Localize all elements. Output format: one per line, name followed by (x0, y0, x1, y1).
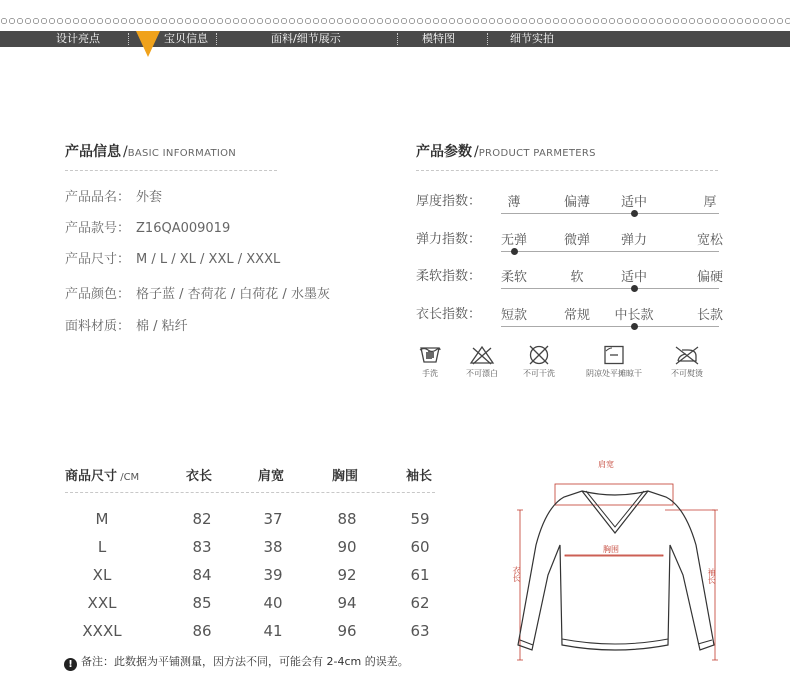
measurement-cell: 83 (192, 538, 212, 556)
nav-separator (128, 33, 129, 45)
col-header-sleeve: 袖长 (406, 469, 433, 484)
param-option: 中长款 (614, 308, 654, 323)
measurement-cell: 63 (410, 622, 430, 640)
param-selected-dot (511, 248, 518, 255)
info-value: M / L / XL / XXL / XXXL (136, 252, 281, 267)
measurement-cell: 94 (337, 594, 357, 612)
divider (65, 492, 435, 493)
nav-item-product-info[interactable]: 宝贝信息 (164, 32, 208, 45)
no-bleach-icon (469, 344, 495, 366)
measurement-cell: 61 (410, 566, 430, 584)
param-option: 薄 (507, 195, 521, 210)
measurement-cell: 88 (337, 510, 357, 528)
measurement-cell: 39 (263, 566, 283, 584)
product-params-title: 产品参数 /PRODUCT PARMETERS (416, 144, 596, 160)
no-iron-icon (673, 344, 701, 366)
nav-item-detail-photos[interactable]: 细节实拍 (510, 32, 554, 45)
product-info-title: 产品信息 /BASIC INFORMATION (65, 144, 237, 160)
info-label: 面料材质： (65, 319, 131, 334)
col-header-chest: 胸围 (332, 469, 359, 484)
measurement-cell: 41 (263, 622, 283, 640)
measurement-cell: 85 (192, 594, 212, 612)
info-label: 产品尺寸： (65, 252, 131, 267)
info-label: 产品颜色： (65, 287, 131, 302)
measurement-cell: 59 (410, 510, 430, 528)
unit-text: CM (123, 472, 140, 483)
size-table-title-text: 商品尺寸 (65, 469, 118, 484)
param-option: 常规 (563, 308, 591, 323)
care-label: 不可熨烫 (671, 369, 703, 378)
sleeve-label: 袖长 (707, 568, 716, 584)
care-item (657, 344, 717, 379)
no-dry-clean-icon (527, 344, 551, 366)
param-selected-dot (631, 210, 638, 217)
nav-separator (487, 33, 488, 45)
param-track (501, 251, 719, 252)
param-option: 宽松 (696, 233, 724, 248)
param-option: 偏硬 (696, 270, 724, 285)
chest-label: 胸围 (603, 545, 619, 554)
note-text: 备注：此数据为平铺测量，因方法不同，可能会有 2-4cm 的误差。 (81, 655, 409, 668)
size-cell: XXL (87, 594, 117, 612)
measurement-cell: 38 (263, 538, 283, 556)
active-nav-arrow-icon (136, 31, 160, 57)
hand-wash-icon (418, 344, 442, 366)
care-item (400, 344, 460, 379)
nav-item-model[interactable]: 模特图 (422, 32, 455, 45)
param-label: 弹力指数： (416, 232, 482, 247)
size-table-title (65, 465, 139, 484)
measurement-cell: 92 (337, 566, 357, 584)
info-label: 产品品名： (65, 190, 131, 205)
param-option: 软 (570, 270, 584, 285)
shoulder-label: 肩宽 (598, 460, 614, 469)
garment-measurement-diagram (500, 455, 780, 670)
param-label: 厚度指数： (416, 194, 482, 209)
info-value: 外套 (136, 190, 163, 205)
measurement-cell: 84 (192, 566, 212, 584)
param-option: 微弹 (563, 233, 591, 248)
param-option: 适中 (620, 195, 648, 210)
measurement-cell: 86 (192, 622, 212, 640)
param-track (501, 213, 719, 214)
care-label: 阴凉处平摊晾干 (586, 369, 642, 378)
param-option: 厚 (703, 195, 717, 210)
length-label: 衣长 (512, 566, 521, 582)
info-value: 棉 / 粘纤 (136, 319, 188, 334)
nav-item-fabric-details[interactable]: 面料/细节展示 (271, 32, 341, 45)
param-option: 弹力 (620, 233, 648, 248)
section-nav-bar (0, 31, 790, 47)
info-row-sizes (65, 248, 280, 267)
info-row-style-no (65, 217, 230, 236)
shade-dry-flat-icon (602, 344, 626, 366)
info-value: 格子蓝 / 杏荷花 / 白荷花 / 水墨灰 (136, 287, 330, 302)
nav-separator (397, 33, 398, 45)
param-track (501, 326, 719, 327)
param-option: 适中 (620, 270, 648, 285)
param-label: 柔软指数： (416, 269, 482, 284)
product-info-title-en: BASIC INFORMATION (127, 148, 237, 159)
product-params-title-en: PRODUCT PARMETERS (478, 148, 596, 159)
info-label: 产品款号： (65, 221, 131, 236)
param-option: 无弹 (500, 233, 528, 248)
param-option: 柔软 (500, 270, 528, 285)
size-cell: XXXL (82, 622, 122, 640)
measurement-note (64, 653, 409, 671)
product-params-title-text: 产品参数 (416, 144, 472, 160)
divider (65, 170, 277, 171)
nav-separator (216, 33, 217, 45)
measurement-cell: 82 (192, 510, 212, 528)
col-header-shoulder: 肩宽 (258, 469, 285, 484)
info-value: Z16QA009019 (136, 221, 231, 236)
col-header-length: 衣长 (186, 469, 213, 484)
info-row-material (65, 315, 188, 334)
size-cell: XL (92, 566, 112, 584)
param-selected-dot (631, 323, 638, 330)
product-info-title-text: 产品信息 (65, 144, 121, 160)
measurement-cell: 90 (337, 538, 357, 556)
param-selected-dot (631, 285, 638, 292)
measurement-cell: 60 (410, 538, 430, 556)
divider (416, 170, 718, 171)
param-track (501, 288, 719, 289)
param-option: 长款 (696, 308, 724, 323)
care-label: 手洗 (422, 369, 438, 378)
info-row-name (65, 186, 162, 205)
care-item (509, 344, 569, 379)
measurement-cell: 96 (337, 622, 357, 640)
measurement-cell: 37 (263, 510, 283, 528)
care-label: 不可漂白 (466, 369, 498, 378)
care-item (452, 344, 512, 379)
info-row-colors (65, 283, 330, 302)
param-label: 衣长指数： (416, 307, 482, 322)
decorative-border (0, 17, 790, 25)
size-cell: M (95, 510, 109, 528)
size-table-unit: /CM (117, 472, 140, 483)
care-item (584, 344, 644, 379)
measurement-cell: 62 (410, 594, 430, 612)
care-label: 不可干洗 (523, 369, 555, 378)
param-option: 偏薄 (563, 195, 591, 210)
nav-item-design[interactable]: 设计亮点 (56, 32, 100, 45)
info-icon: ! (64, 658, 77, 671)
param-option: 短款 (500, 308, 528, 323)
size-cell: L (97, 538, 107, 556)
sweater-outline (500, 455, 780, 670)
measurement-cell: 40 (263, 594, 283, 612)
